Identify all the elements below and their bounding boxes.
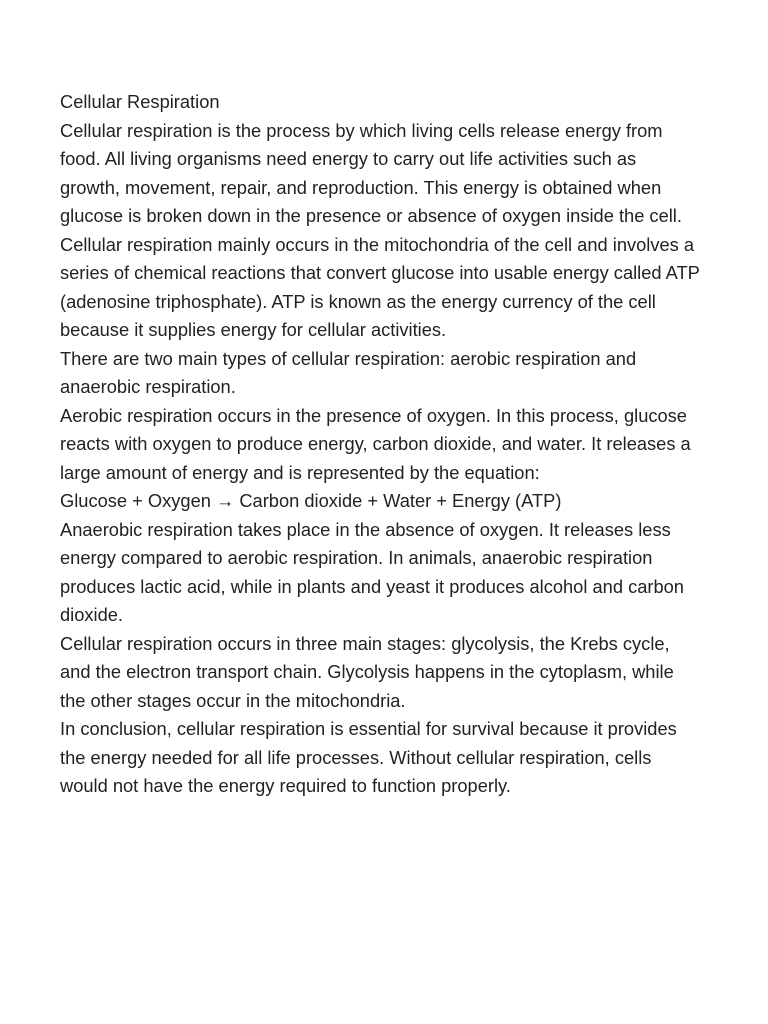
paragraph-mitochondria-atp: Cellular respiration mainly occurs in the mitochondria of the cell and involves a series of chemical reactions that convert glucose into usable energy called ATP (adenosine triphosphate). ATP is known as the energy currency of the cell because it supplies energy for cellular activities. <box>60 233 700 340</box>
paragraph-stages: Cellular respiration occurs in three main stages: glycolysis, the Krebs cycle, and the electron transport chain. Glycolysis happens in the cytoplasm, while the other stages occur in the mitochondria. <box>60 632 674 711</box>
paragraph-aerobic: Aerobic respiration occurs in the presence of oxygen. In this process, glucose reacts with oxygen to produce energy, carbon dioxide, and water. It releases a large amount of energy and is represented by the equation: <box>60 404 691 483</box>
paragraph-conclusion: In conclusion, cellular respiration is essential for survival because it provides the energy needed for all life processes. Without cellular respiration, cells would not have the energy required to function properly. <box>60 718 677 796</box>
paragraph-definition: Cellular respiration is the process by which living cells release energy from food. All living organisms need energy to carry out life activities such as growth, movement, repair, and reproduction. This energy is obtained when glucose is broken down in the presence or absence of oxygen inside the cell. <box>60 119 682 226</box>
paragraph-anaerobic: Anaerobic respiration takes place in the absence of oxygen. It releases less energy compared to aerobic respiration. In animals, anaerobic respiration produces lactic acid, while in plants and yeast it produces alcohol and carbon dioxide. <box>60 518 684 625</box>
paragraph-types: There are two main types of cellular respiration: aerobic respiration and anaerobic respiration. <box>60 347 637 397</box>
document-body <box>60 88 700 801</box>
equation-line: Glucose + Oxygen → Carbon dioxide + Water + Energy (ATP) <box>60 490 562 511</box>
document-title: Cellular Respiration <box>60 91 220 112</box>
